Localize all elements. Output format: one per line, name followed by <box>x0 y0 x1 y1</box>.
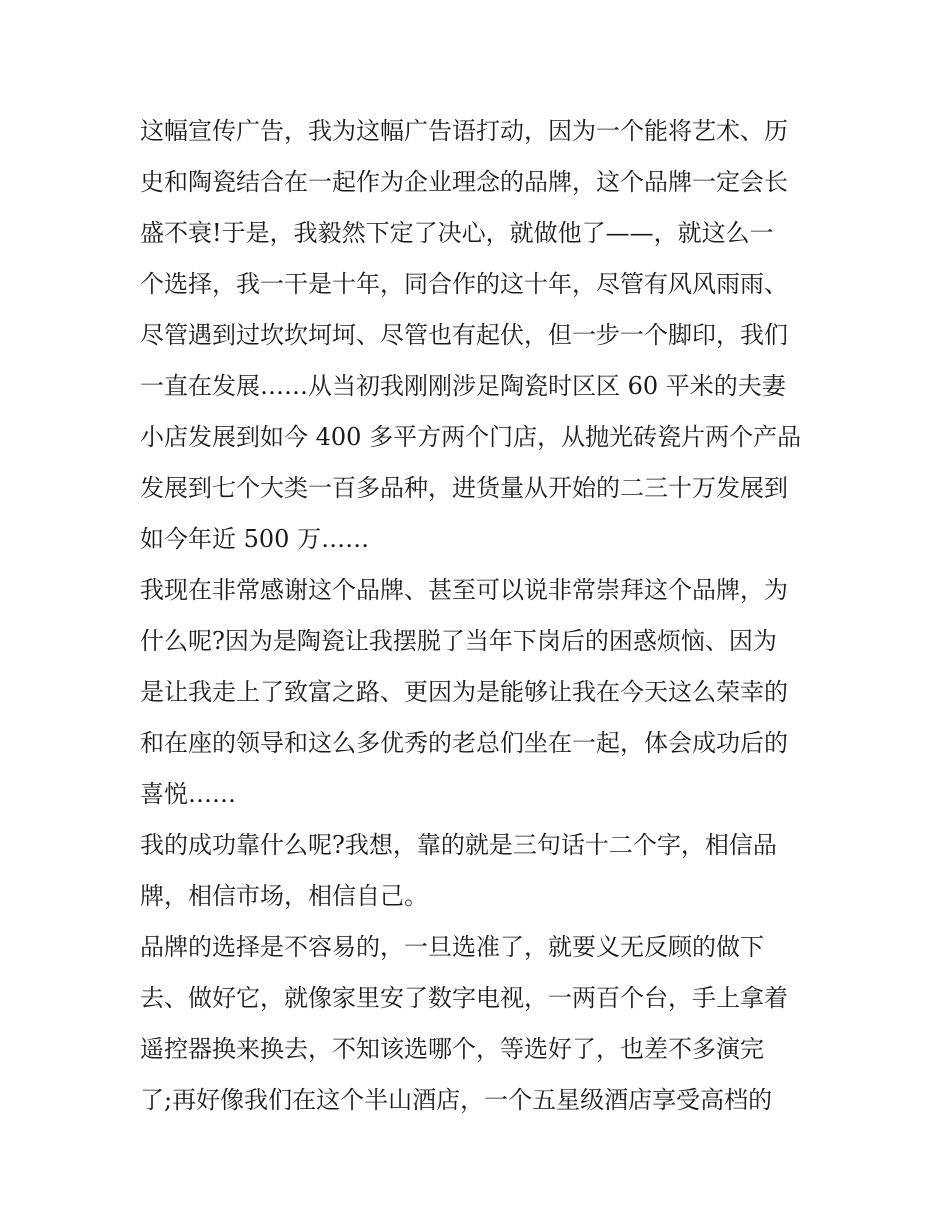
text-line: 什么呢?因为是陶瓷让我摆脱了当年下岗后的困惑烦恼、因为 <box>140 627 777 655</box>
text-line: 发展到七个大类一百多品种，进货量从开始的二三十万发展到 <box>140 474 788 502</box>
document-body <box>140 106 814 1126</box>
text-line: 我现在非常感谢这个品牌、甚至可以说非常崇拜这个品牌，为 <box>140 576 788 604</box>
text-line: 品牌的选择是不容易的，一旦选准了，就要义无反顾的做下 <box>140 933 764 961</box>
text-line: 我的成功靠什么呢?我想，靠的就是三句话十二个字，相信品 <box>140 831 777 859</box>
text-line: 个选择，我一干是十年，同合作的这十年，尽管有风风雨雨、 <box>140 270 788 298</box>
text-line: 这幅宣传广告，我为这幅广告语打动，因为一个能将艺术、历 <box>140 117 788 145</box>
text-line: 和在座的领导和这么多优秀的老总们坐在一起，体会成功后的 <box>140 729 788 757</box>
text-line: 了;再好像我们在这个半山酒店，一个五星级酒店享受高档的 <box>140 1086 773 1114</box>
text-line: 牌，相信市场，相信自己。 <box>140 882 428 910</box>
text-line: 喜悦…… <box>140 780 236 808</box>
text-line: 尽管遇到过坎坎坷坷、尽管也有起伏，但一步一个脚印，我们 <box>140 321 788 349</box>
text-line: 一直在发展……从当初我刚刚涉足陶瓷时区区 60 平米的夫妻 <box>140 372 786 400</box>
text-line: 是让我走上了致富之路、更因为是能够让我在今天这么荣幸的 <box>140 678 788 706</box>
text-line: 如今年近 500 万…… <box>140 525 370 553</box>
text-line: 去、做好它，就像家里安了数字电视，一两百个台，手上拿着 <box>140 984 788 1012</box>
text-line: 盛不衰!于是，我毅然下定了决心，就做他了——，就这么一 <box>140 219 774 247</box>
text-line: 史和陶瓷结合在一起作为企业理念的品牌，这个品牌一定会长 <box>140 168 788 196</box>
text-line: 遥控器换来换去，不知该选哪个，等选好了，也差不多演完 <box>140 1035 764 1063</box>
text-line: 小店发展到如今 400 多平方两个门店，从抛光砖瓷片两个产品 <box>140 423 802 451</box>
